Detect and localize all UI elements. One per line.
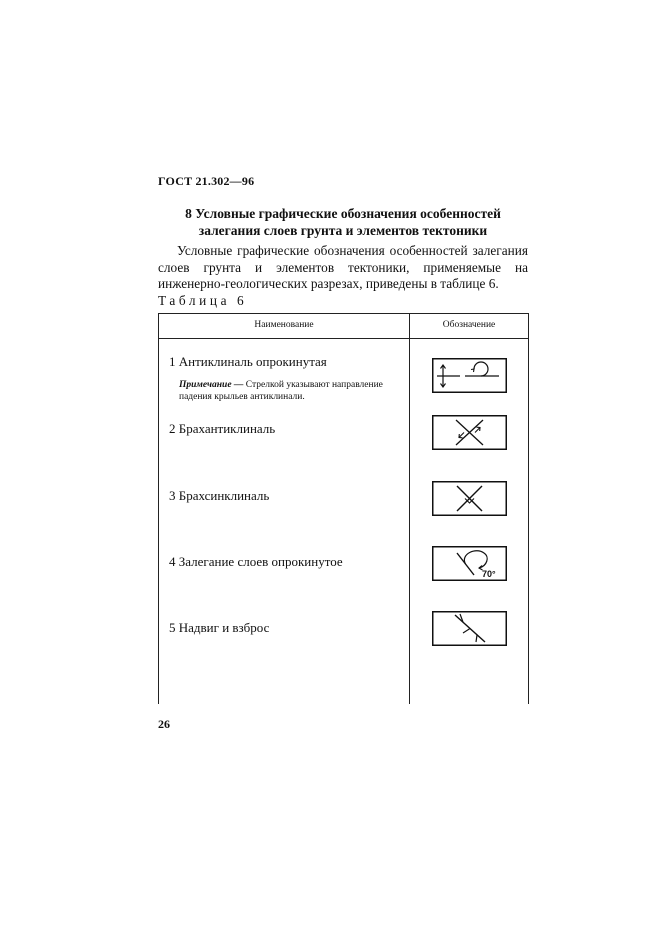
section-heading-line-2: залегания слоев грунта и элементов тектоники	[198, 223, 488, 238]
intro-paragraph: Условные графические обозначения особенностей залегания слоев грунта и элементов тектоники, применяемые на инженерно-геологических разрезах, приведены в таблице 6.	[158, 243, 528, 291]
page-number: 26	[158, 717, 170, 731]
section-heading-line-1: 8 Условные графические обозначения особенностей	[185, 206, 501, 221]
note-lead: Примечание —	[179, 380, 244, 390]
overturned-bedding-icon	[432, 546, 507, 581]
table-header	[159, 314, 528, 339]
row-1-label: 1 Антиклиналь опрокинутая	[169, 354, 327, 369]
brachyanticline-icon	[432, 415, 507, 450]
row-5-label: 5 Надвиг и взброс	[169, 620, 270, 635]
section-heading	[150, 205, 536, 239]
header-name: Наименование	[254, 320, 314, 330]
column-divider	[409, 314, 410, 704]
row-4-label: 4 Залегание слоев опрокинутое	[169, 554, 343, 569]
document-code: ГОСТ 21.302—96	[158, 174, 255, 188]
symbols-table	[158, 313, 529, 704]
note-text: Стрелкой указывают направление падения крыльев антиклинали.	[179, 380, 383, 402]
row-1-note	[179, 380, 401, 403]
dip-angle-label: 70°	[482, 569, 496, 579]
thrust-reverse-fault-icon	[432, 611, 507, 646]
row-2-label: 2 Брахантиклиналь	[169, 421, 276, 436]
overturned-anticline-icon	[432, 358, 507, 393]
table-caption: Таблица 6	[158, 293, 248, 308]
brachysyncline-icon	[432, 481, 507, 516]
row-3-label: 3 Брахсинклиналь	[169, 488, 270, 503]
header-symbol: Обозначение	[442, 320, 496, 330]
